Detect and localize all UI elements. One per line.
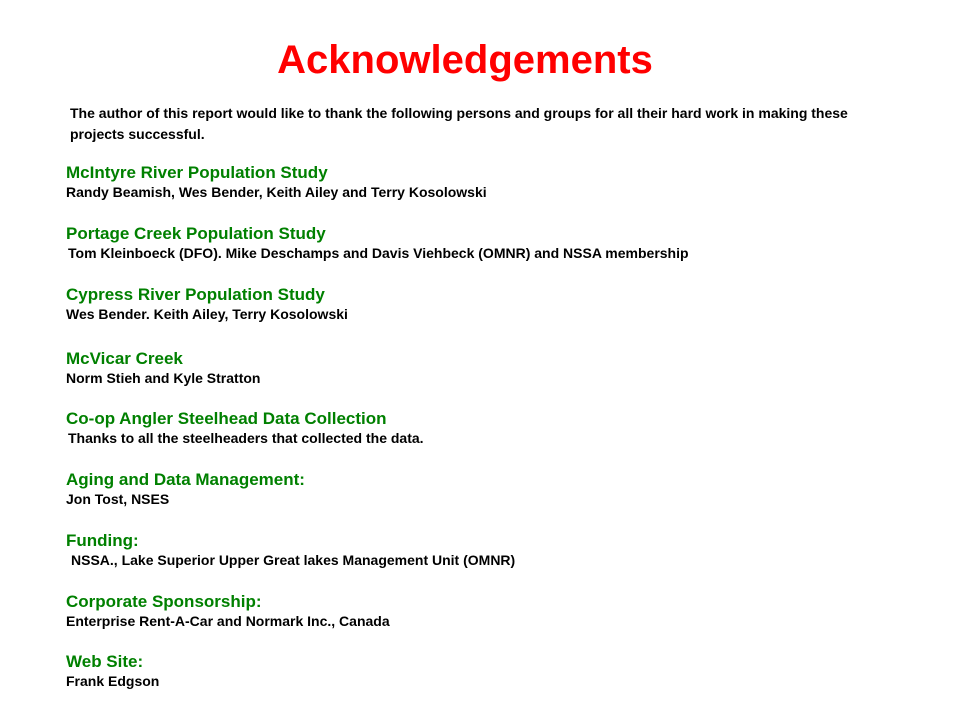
section-heading: Co-op Angler Steelhead Data Collection [66, 409, 387, 428]
section-heading: Portage Creek Population Study [66, 224, 326, 243]
section-body: Norm Stieh and Kyle Stratton [66, 370, 261, 386]
section-body: Enterprise Rent-A-Car and Normark Inc., Canada [66, 613, 390, 629]
section-body: Wes Bender. Keith Ailey, Terry Kosolowski [66, 306, 348, 322]
section-corporate-sponsorship [66, 592, 926, 630]
section-heading: Aging and Data Management: [66, 470, 305, 489]
section-mcintyre-river [66, 163, 926, 201]
section-heading: McIntyre River Population Study [66, 163, 328, 182]
section-heading: Web Site: [66, 652, 144, 671]
section-heading: Cypress River Population Study [66, 285, 325, 304]
section-funding [66, 531, 926, 569]
section-portage-creek [66, 224, 926, 262]
section-co-op-angler [66, 409, 926, 447]
section-body: Thanks to all the steelheaders that collected the data. [68, 430, 424, 446]
section-body: Frank Edgson [66, 673, 160, 689]
section-body: Randy Beamish, Wes Bender, Keith Ailey and Terry Kosolowski [66, 184, 487, 200]
section-cypress-river [66, 285, 926, 323]
section-heading: Funding: [66, 531, 139, 550]
section-mcvicar-creek [66, 349, 926, 387]
section-aging-data-management [66, 470, 926, 508]
section-body: NSSA., Lake Superior Upper Great lakes Management Unit (OMNR) [71, 552, 516, 568]
section-body: Jon Tost, NSES [66, 491, 170, 507]
intro-text: The author of this report would like to thank the following persons and groups for all their hard work in making these projects successful. [70, 105, 848, 142]
section-body: Tom Kleinboeck (DFO). Mike Deschamps and Davis Viehbeck (OMNR) and NSSA membership [68, 245, 689, 261]
section-web-site [66, 652, 926, 690]
section-heading: McVicar Creek [66, 349, 183, 368]
section-heading: Corporate Sponsorship: [66, 592, 262, 611]
page-title: Acknowledgements [277, 38, 653, 82]
